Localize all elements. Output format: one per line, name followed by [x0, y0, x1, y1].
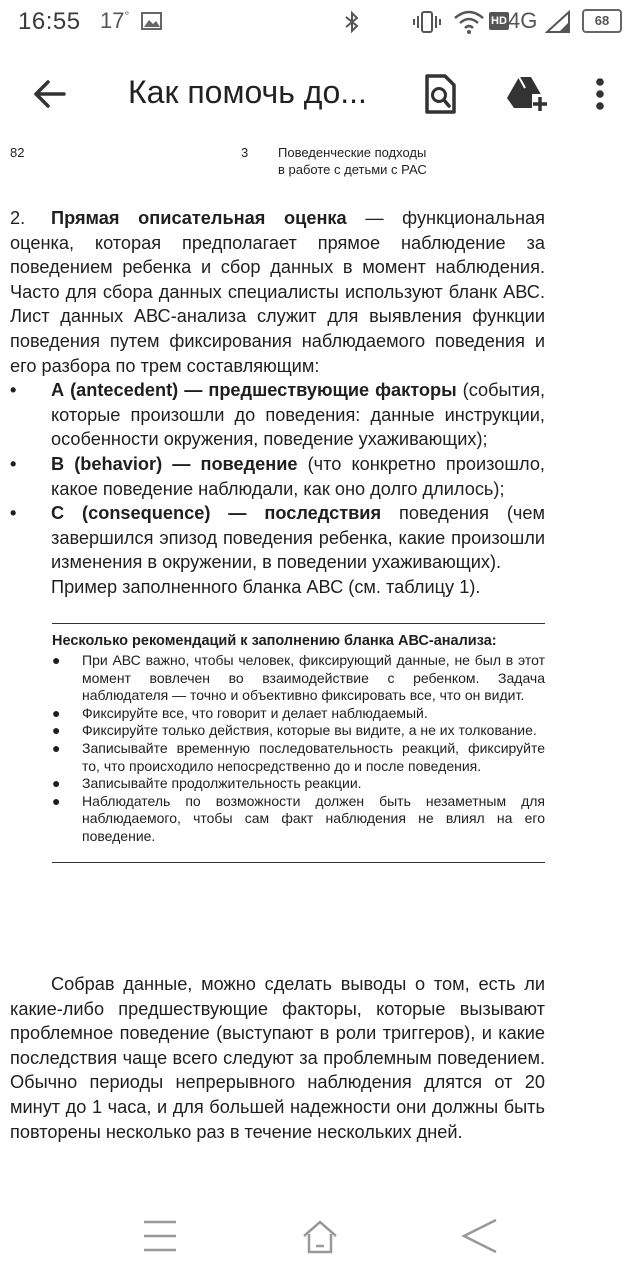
box-heading: Несколько рекомендаций к заполнению бланка АВС-анализа:: [52, 633, 497, 649]
4g-signal-icon: 4G: [508, 8, 538, 33]
wifi-icon: [453, 10, 485, 34]
more-vert-icon[interactable]: [578, 72, 622, 116]
hd-icon: HD: [489, 12, 509, 30]
back-arrow-icon[interactable]: [30, 74, 70, 114]
chapter-number: 3: [241, 145, 249, 160]
running-head: Поведенческие подходы в работе с детьми с РАС: [278, 145, 427, 177]
list-item: • В (behavior) — поведение (что конкретно произошло, какое поведение наблюдали, как оно долго длилось);: [10, 453, 545, 499]
image-icon: [140, 10, 164, 32]
system-nav-bar: [0, 1196, 640, 1280]
section-paragraph: 2. Прямая описательная оценка — функциональная оценка, которая предполагает прямое наблюдение за поведением ребенка и сбор данных в момент наблюдения. Часто для сбора данных специалисты используют бланк АВС. Лист данных АВС-анализа служит для выявления функции поведения путем фиксирования наблюдаемого поведения и его разбора по трем составляющим:: [10, 208, 545, 376]
vibrate-icon: [412, 10, 442, 34]
section-body: [10, 206, 545, 600]
section-number: 2.: [10, 208, 26, 228]
status-temperature: 17°: [100, 8, 130, 33]
box-item: ● Записывайте продолжительность реакции.: [52, 775, 362, 792]
document-title: Как помочь до...: [128, 74, 367, 110]
closing-paragraph: Собрав данные, можно сделать выводы о том, есть ли какие-либо предшествующие факторы, которые вызывают проблемное поведение (выступают в роли триггеров), и какие последствия чаще всего следуют за проблемным поведением. Обычно периоды непрерывного наблюдения длятся от 20 минут до 1 часа, и для большей надежности они должны быть повторены несколько раз в течение нескольких дней.: [10, 974, 545, 1142]
box-item: ● При АВС важно, чтобы человек, фиксирующий данные, не был в этот момент вовлечен во взаимодействие с ребенком. Задача наблюдателя — точно и объективно фиксировать все, что он видит.: [52, 652, 545, 704]
battery-icon: 68: [582, 9, 622, 33]
signal-icon: [545, 10, 571, 34]
box-item: ● Записывайте временную последовательность реакций, фиксируйте то, что происходило непосредственно до и после поведения.: [52, 739, 545, 774]
recommendations-box: [52, 623, 545, 863]
page-number: 82: [10, 145, 25, 160]
bluetooth-icon: [343, 10, 361, 34]
box-item: ● Наблюдатель по возможности должен быть незаметным для наблюдаемого, чтобы сам факт наблюдения не влиял на его поведение.: [52, 792, 545, 844]
example-line: Пример заполненного бланка АВС (см. таблицу 1).: [51, 576, 481, 597]
list-item: • А (antecedent) — предшествующие факторы (события, которые произошли до поведения: данные инструкции, особенности окружения, поведение ухаживающих);: [10, 380, 546, 450]
box-item: ● Фиксируйте все, что говорит и делает наблюдаемый.: [52, 704, 428, 721]
menu-icon[interactable]: [138, 1214, 182, 1258]
status-bar: [0, 0, 640, 44]
app-bar: [0, 44, 640, 144]
home-icon[interactable]: [298, 1214, 342, 1258]
search-document-icon[interactable]: [418, 72, 462, 116]
list-item: • С (consequence) — последствия поведения (чем завершился эпизод поведения ребенка, какие произошли изменения в окружении, в поведении ухаживающих).: [10, 503, 545, 573]
status-time: 16:55: [18, 8, 81, 35]
box-item: ● Фиксируйте только действия, которые вы видите, а не их толкование.: [52, 722, 537, 739]
section-term: Прямая описательная оценка: [51, 208, 347, 228]
back-icon[interactable]: [458, 1214, 502, 1258]
add-to-drive-icon[interactable]: [504, 72, 548, 116]
